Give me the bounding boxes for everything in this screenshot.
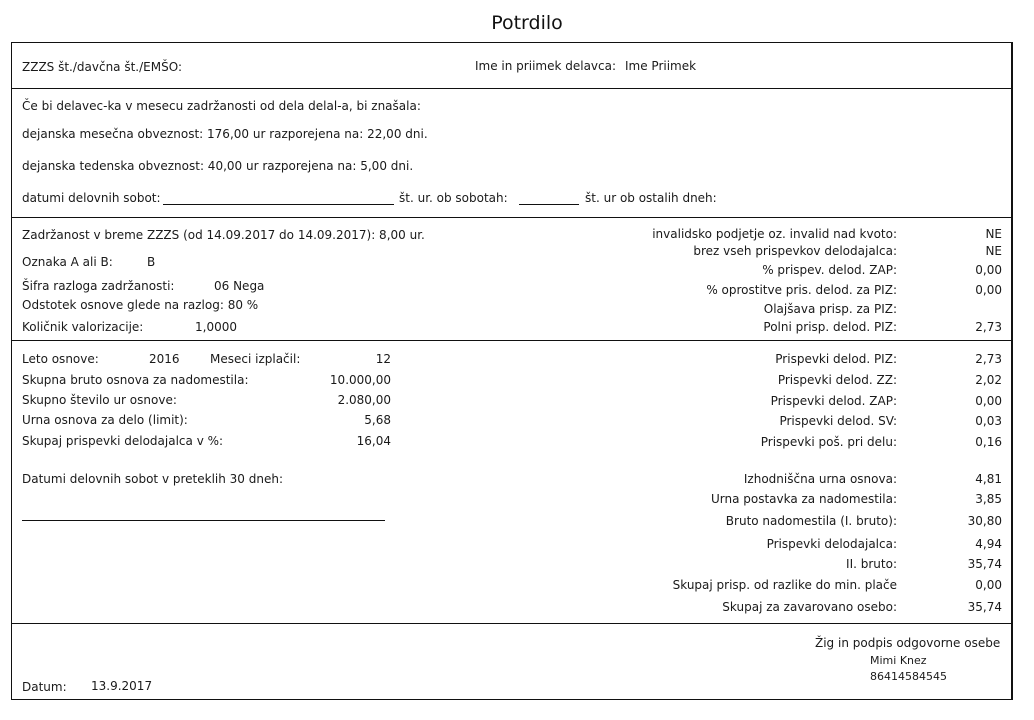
reason-label: Šifra razloga zadržanosti: [22, 279, 175, 293]
total-label: II. bruto: [846, 557, 897, 571]
total-value: 3,85 [975, 492, 1002, 506]
saturdays-blank-line [163, 204, 394, 205]
flag-value: 2,73 [975, 320, 1002, 334]
percent-basis: Odstotek osnove glede na razlog: 80 % [22, 298, 259, 312]
obligation-intro: Če bi delavec-ka v mesecu zadržanosti od dela delal-a, bi znašala: [22, 99, 421, 113]
flag-label: invalidsko podjetje oz. invalid nad kvoto: [652, 227, 897, 241]
section-divider [11, 217, 1013, 218]
contribution-value: 2,02 [975, 373, 1002, 387]
flag-label: brez vseh prispevkov delodajalca: [693, 244, 897, 258]
basis-value: 16,04 [356, 434, 391, 448]
contribution-label: Prispevki delod. SV: [779, 414, 897, 428]
contribution-label: Prispevki delod. PIZ: [775, 352, 897, 366]
contribution-value: 0,03 [975, 414, 1002, 428]
total-value: 0,00 [975, 578, 1002, 592]
flag-label: % prispev. delod. ZAP: [762, 263, 897, 277]
total-label: Skupaj za zavarovano osebo: [722, 600, 897, 614]
months-label: Meseci izplačil: [210, 352, 301, 366]
basis-label: Skupaj prispevki delodajalca v %: [22, 434, 224, 448]
total-label: Skupaj prisp. od razlike do min. plače [672, 578, 897, 592]
flag-label: % oprostitve pris. delod. za PIZ: [706, 283, 897, 297]
worker-name-label: Ime in priimek delavca: [475, 59, 617, 73]
total-label: Prispevki delodajalca: [766, 537, 897, 551]
flag-value: 0,00 [975, 283, 1002, 297]
section-divider [11, 340, 1013, 341]
contribution-value: 2,73 [975, 352, 1002, 366]
months-value: 12 [375, 352, 391, 366]
saturday-hours-blank-line [519, 204, 579, 205]
mark-label: Oznaka A ali B: [22, 255, 113, 269]
total-value: 35,74 [967, 600, 1002, 614]
total-label: Izhodniščna urna osnova: [743, 472, 897, 486]
basis-value: 5,68 [364, 413, 391, 427]
worker-name-value: Ime Priimek [625, 59, 697, 73]
document-title: Potrdilo [491, 12, 563, 34]
basis-value: 2.080,00 [337, 393, 391, 407]
total-value: 4,94 [975, 537, 1002, 551]
other-days-hours-label: št. ur ob ostalih dneh: [585, 191, 717, 205]
basis-label: Skupno število ur osnove: [22, 393, 177, 407]
total-label: Bruto nadomestila (I. bruto): [725, 514, 897, 528]
mark-value: B [147, 255, 156, 269]
signer-name: Mimi Knez [870, 654, 927, 667]
saturday-hours-label: št. ur. ob sobotah: [399, 191, 508, 205]
contribution-value: 0,00 [975, 394, 1002, 408]
valorization-value: 1,0000 [195, 320, 237, 334]
basis-label: Skupna bruto osnova za nadomestila: [22, 373, 249, 387]
flag-value: NE [985, 244, 1002, 258]
saturdays-label: datumi delovnih sobot: [22, 191, 161, 205]
date-label: Datum: [22, 680, 67, 694]
saturdays-30-days-blank-line [22, 520, 385, 521]
flag-label: Olajšava prisp. za PIZ: [763, 302, 897, 316]
valorization-label: Količnik valorizacije: [22, 320, 144, 334]
date-value: 13.9.2017 [91, 679, 153, 693]
signature-label: Žig in podpis odgovorne osebe [815, 636, 1001, 650]
total-label: Urna postavka za nadomestila: [710, 492, 897, 506]
reason-value: 06 Nega [214, 279, 265, 293]
absence-period: Zadržanost v breme ZZZS (od 14.09.2017 do 14.09.2017): 8,00 ur. [22, 228, 425, 242]
total-value: 30,80 [967, 514, 1002, 528]
contribution-label: Prispevki delod. ZAP: [770, 394, 897, 408]
contribution-label: Prispevki poš. pri delu: [760, 435, 897, 449]
flag-value: 0,00 [975, 263, 1002, 277]
id-label: ZZZS št./davčna št./EMŠO: [22, 60, 182, 74]
basis-value: 10.000,00 [329, 373, 391, 387]
flag-value: NE [985, 227, 1002, 241]
total-value: 35,74 [967, 557, 1002, 571]
year-value: 2016 [149, 352, 180, 366]
basis-label: Urna osnova za delo (limit): [22, 413, 188, 427]
year-label: Leto osnove: [22, 352, 99, 366]
section-divider [11, 623, 1013, 624]
flag-label: Polni prisp. delod. PIZ: [763, 320, 897, 334]
monthly-obligation: dejanska mesečna obveznost: 176,00 ur razporejena na: 22,00 dni. [22, 127, 428, 141]
total-value: 4,81 [975, 472, 1002, 486]
contribution-value: 0,16 [975, 435, 1002, 449]
saturdays-30-days-label: Datumi delovnih sobot v preteklih 30 dneh: [22, 472, 283, 486]
weekly-obligation: dejanska tedenska obveznost: 40,00 ur razporejena na: 5,00 dni. [22, 159, 414, 173]
section-divider [11, 88, 1013, 89]
contribution-label: Prispevki delod. ZZ: [777, 373, 897, 387]
signer-id: 86414584545 [870, 670, 947, 683]
